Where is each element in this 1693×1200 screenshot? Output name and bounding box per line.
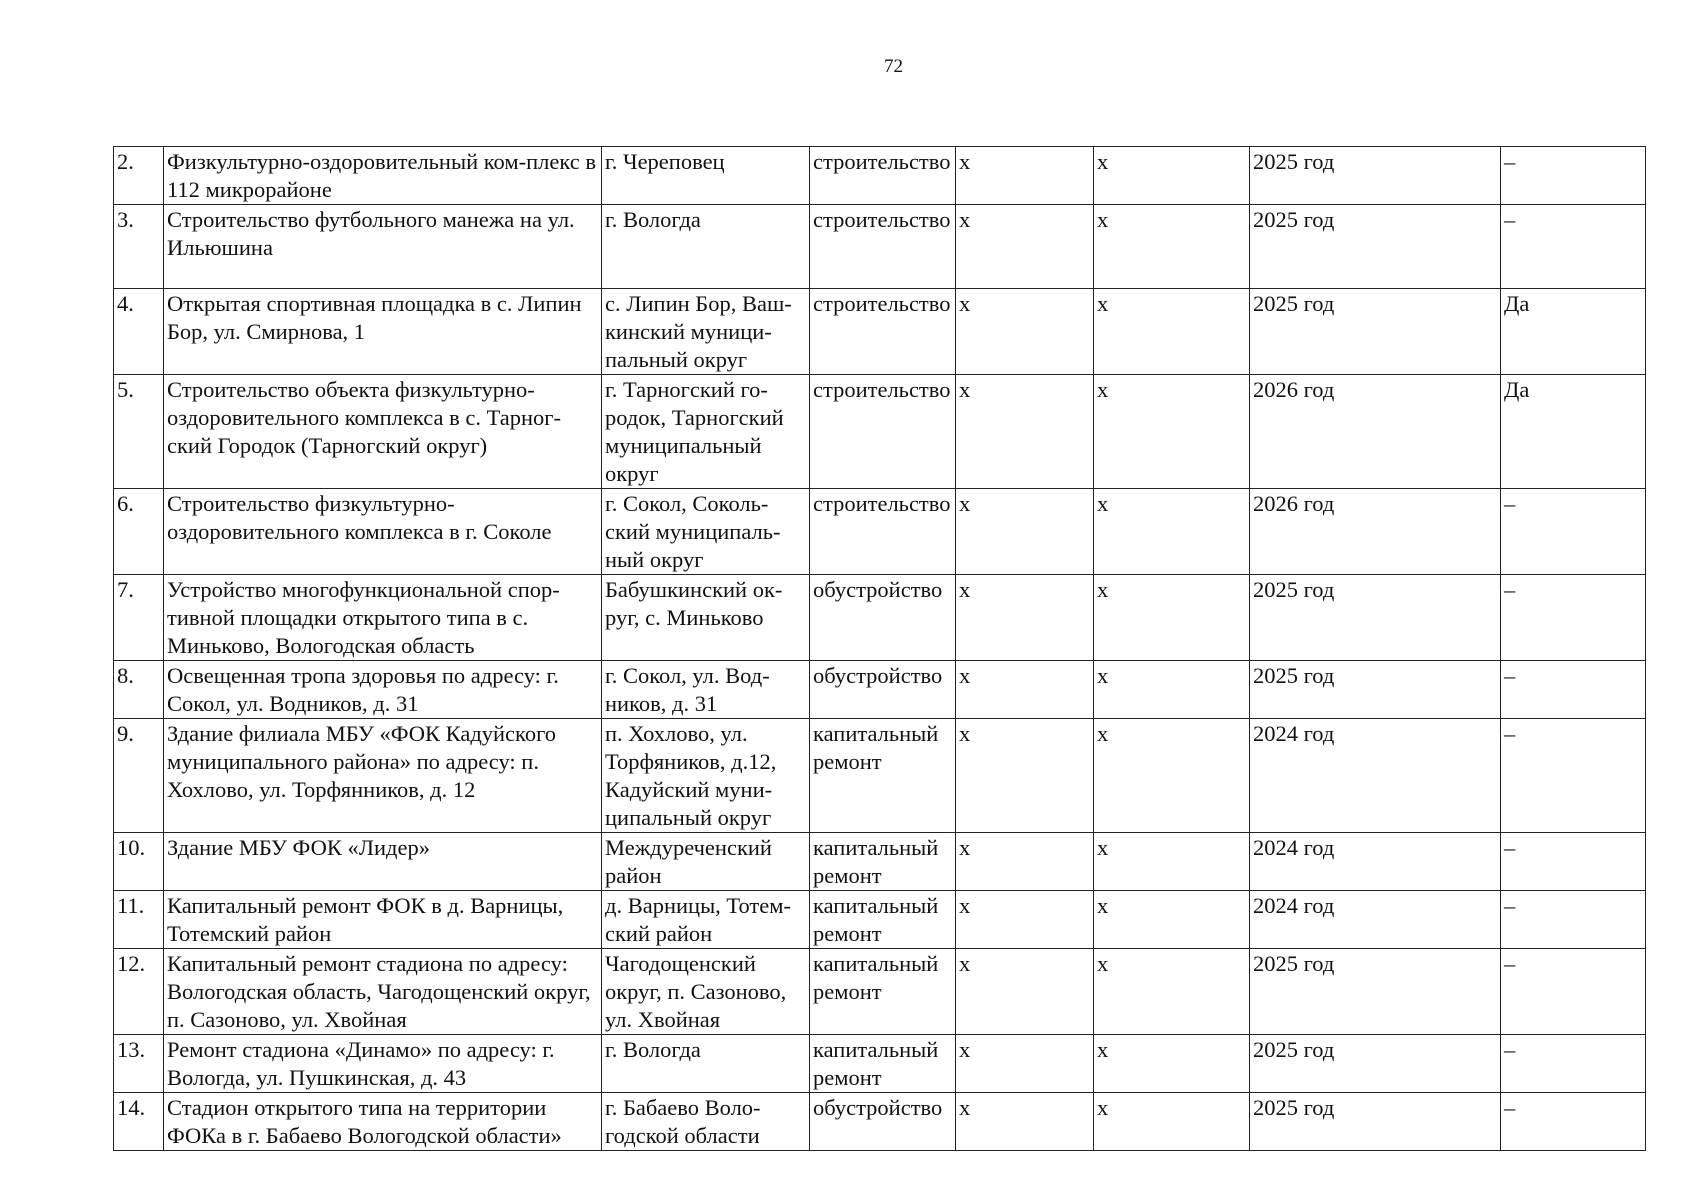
cell-x2: х [1094, 375, 1250, 489]
cell-year: 2026 год [1250, 489, 1501, 575]
cell-name: Физкультурно-оздоровительный ком-плекс в 112 микрорайоне [164, 147, 602, 205]
cell-flag: – [1501, 949, 1646, 1035]
cell-year: 2025 год [1250, 289, 1501, 375]
cell-flag: Да [1501, 375, 1646, 489]
cell-flag: – [1501, 833, 1646, 891]
cell-location: г. Вологда [602, 1035, 810, 1093]
table-row [114, 949, 1646, 1035]
table-row [114, 719, 1646, 833]
cell-x1: х [956, 1035, 1094, 1093]
cell-x2: х [1094, 1093, 1250, 1151]
cell-type: обустройство [810, 575, 956, 661]
cell-type: капитальный ремонт [810, 949, 956, 1035]
page-number: 72 [884, 56, 903, 77]
cell-x2: х [1094, 289, 1250, 375]
cell-year: 2024 год [1250, 891, 1501, 949]
cell-x2: х [1094, 1035, 1250, 1093]
cell-x2: х [1094, 489, 1250, 575]
cell-location: г. Тарногский го-родок, Тарногский муниципальный округ [602, 375, 810, 489]
cell-type: строительство [810, 289, 956, 375]
table-row [114, 147, 1646, 205]
table-row [114, 833, 1646, 891]
cell-name: Устройство многофункциональной спор-тивной площадки открытого типа в с. Миньково, Вологодская область [164, 575, 602, 661]
table-row [114, 1035, 1646, 1093]
cell-name: Здание филиала МБУ «ФОК Кадуйского муниципального района» по адресу: п. Хохлово, ул. Торфянников, д. 12 [164, 719, 602, 833]
cell-num: 3. [114, 205, 164, 289]
cell-num: 10. [114, 833, 164, 891]
cell-location: п. Хохлово, ул. Торфяников, д.12, Кадуйский муни-ципальный округ [602, 719, 810, 833]
cell-num: 9. [114, 719, 164, 833]
cell-num: 4. [114, 289, 164, 375]
cell-num: 8. [114, 661, 164, 719]
cell-x1: х [956, 833, 1094, 891]
table-row [114, 1093, 1646, 1151]
cell-flag: – [1501, 1035, 1646, 1093]
cell-year: 2025 год [1250, 575, 1501, 661]
cell-year: 2025 год [1250, 205, 1501, 289]
cell-num: 6. [114, 489, 164, 575]
cell-type: строительство [810, 489, 956, 575]
facilities-table [113, 146, 1646, 1151]
cell-x2: х [1094, 661, 1250, 719]
cell-type: капитальный ремонт [810, 719, 956, 833]
cell-x2: х [1094, 719, 1250, 833]
cell-location: г. Бабаево Воло-годской области [602, 1093, 810, 1151]
cell-flag: – [1501, 661, 1646, 719]
cell-num: 7. [114, 575, 164, 661]
cell-num: 12. [114, 949, 164, 1035]
cell-type: строительство [810, 375, 956, 489]
cell-x1: х [956, 949, 1094, 1035]
cell-type: обустройство [810, 1093, 956, 1151]
cell-location: Чагодощенский округ, п. Сазоново, ул. Хвойная [602, 949, 810, 1035]
cell-x1: х [956, 205, 1094, 289]
cell-year: 2025 год [1250, 949, 1501, 1035]
cell-flag: Да [1501, 289, 1646, 375]
table-row [114, 575, 1646, 661]
cell-year: 2025 год [1250, 1035, 1501, 1093]
table-row [114, 375, 1646, 489]
cell-year: 2026 год [1250, 375, 1501, 489]
table-body [114, 147, 1646, 1151]
cell-year: 2024 год [1250, 719, 1501, 833]
cell-location: г. Сокол, Соколь-ский муниципаль-ный округ [602, 489, 810, 575]
cell-type: капитальный ремонт [810, 1035, 956, 1093]
cell-x1: х [956, 891, 1094, 949]
cell-name: Освещенная тропа здоровья по адресу: г. Сокол, ул. Водников, д. 31 [164, 661, 602, 719]
cell-name: Стадион открытого типа на территории ФОКа в г. Бабаево Вологодской области» [164, 1093, 602, 1151]
cell-name: Строительство объекта физкультурно-оздоровительного комплекса в с. Тарног-ский Городок (Тарногский округ) [164, 375, 602, 489]
cell-type: строительство [810, 147, 956, 205]
cell-x1: х [956, 575, 1094, 661]
cell-x2: х [1094, 147, 1250, 205]
cell-type: капитальный ремонт [810, 833, 956, 891]
cell-location: г. Череповец [602, 147, 810, 205]
cell-x1: х [956, 375, 1094, 489]
cell-name: Капитальный ремонт ФОК в д. Варницы, Тотемский район [164, 891, 602, 949]
cell-type: обустройство [810, 661, 956, 719]
cell-flag: – [1501, 1093, 1646, 1151]
table-row [114, 891, 1646, 949]
cell-year: 2025 год [1250, 1093, 1501, 1151]
cell-location: с. Липин Бор, Ваш-кинский муници-пальный округ [602, 289, 810, 375]
cell-x1: х [956, 289, 1094, 375]
cell-name: Ремонт стадиона «Динамо» по адресу: г. Вологда, ул. Пушкинская, д. 43 [164, 1035, 602, 1093]
cell-x1: х [956, 719, 1094, 833]
cell-x1: х [956, 489, 1094, 575]
cell-location: д. Варницы, Тотем-ский район [602, 891, 810, 949]
cell-num: 14. [114, 1093, 164, 1151]
cell-x1: х [956, 147, 1094, 205]
table-row [114, 661, 1646, 719]
cell-x2: х [1094, 949, 1250, 1035]
cell-name: Открытая спортивная площадка в с. Липин Бор, ул. Смирнова, 1 [164, 289, 602, 375]
cell-name: Строительство физкультурно-оздоровительного комплекса в г. Соколе [164, 489, 602, 575]
cell-type: строительство [810, 205, 956, 289]
cell-location: Междуреченский район [602, 833, 810, 891]
cell-year: 2024 год [1250, 833, 1501, 891]
cell-x2: х [1094, 891, 1250, 949]
cell-flag: – [1501, 147, 1646, 205]
cell-flag: – [1501, 719, 1646, 833]
table-row [114, 289, 1646, 375]
cell-year: 2025 год [1250, 661, 1501, 719]
cell-location: г. Сокол, ул. Вод-ников, д. 31 [602, 661, 810, 719]
cell-x2: х [1094, 575, 1250, 661]
cell-year: 2025 год [1250, 147, 1501, 205]
table-row [114, 489, 1646, 575]
cell-name: Строительство футбольного манежа на ул. Ильюшина [164, 205, 602, 289]
cell-flag: – [1501, 205, 1646, 289]
cell-num: 11. [114, 891, 164, 949]
cell-num: 2. [114, 147, 164, 205]
cell-flag: – [1501, 891, 1646, 949]
cell-x1: х [956, 1093, 1094, 1151]
cell-flag: – [1501, 575, 1646, 661]
cell-type: капитальный ремонт [810, 891, 956, 949]
cell-flag: – [1501, 489, 1646, 575]
cell-x1: х [956, 661, 1094, 719]
cell-x2: х [1094, 205, 1250, 289]
cell-location: Бабушкинский ок-руг, с. Миньково [602, 575, 810, 661]
cell-x2: х [1094, 833, 1250, 891]
table-row [114, 205, 1646, 289]
cell-location: г. Вологда [602, 205, 810, 289]
cell-num: 5. [114, 375, 164, 489]
cell-name: Капитальный ремонт стадиона по адресу: Вологодская область, Чагодощенский округ, п. Сазоново, ул. Хвойная [164, 949, 602, 1035]
cell-num: 13. [114, 1035, 164, 1093]
cell-name: Здание МБУ ФОК «Лидер» [164, 833, 602, 891]
